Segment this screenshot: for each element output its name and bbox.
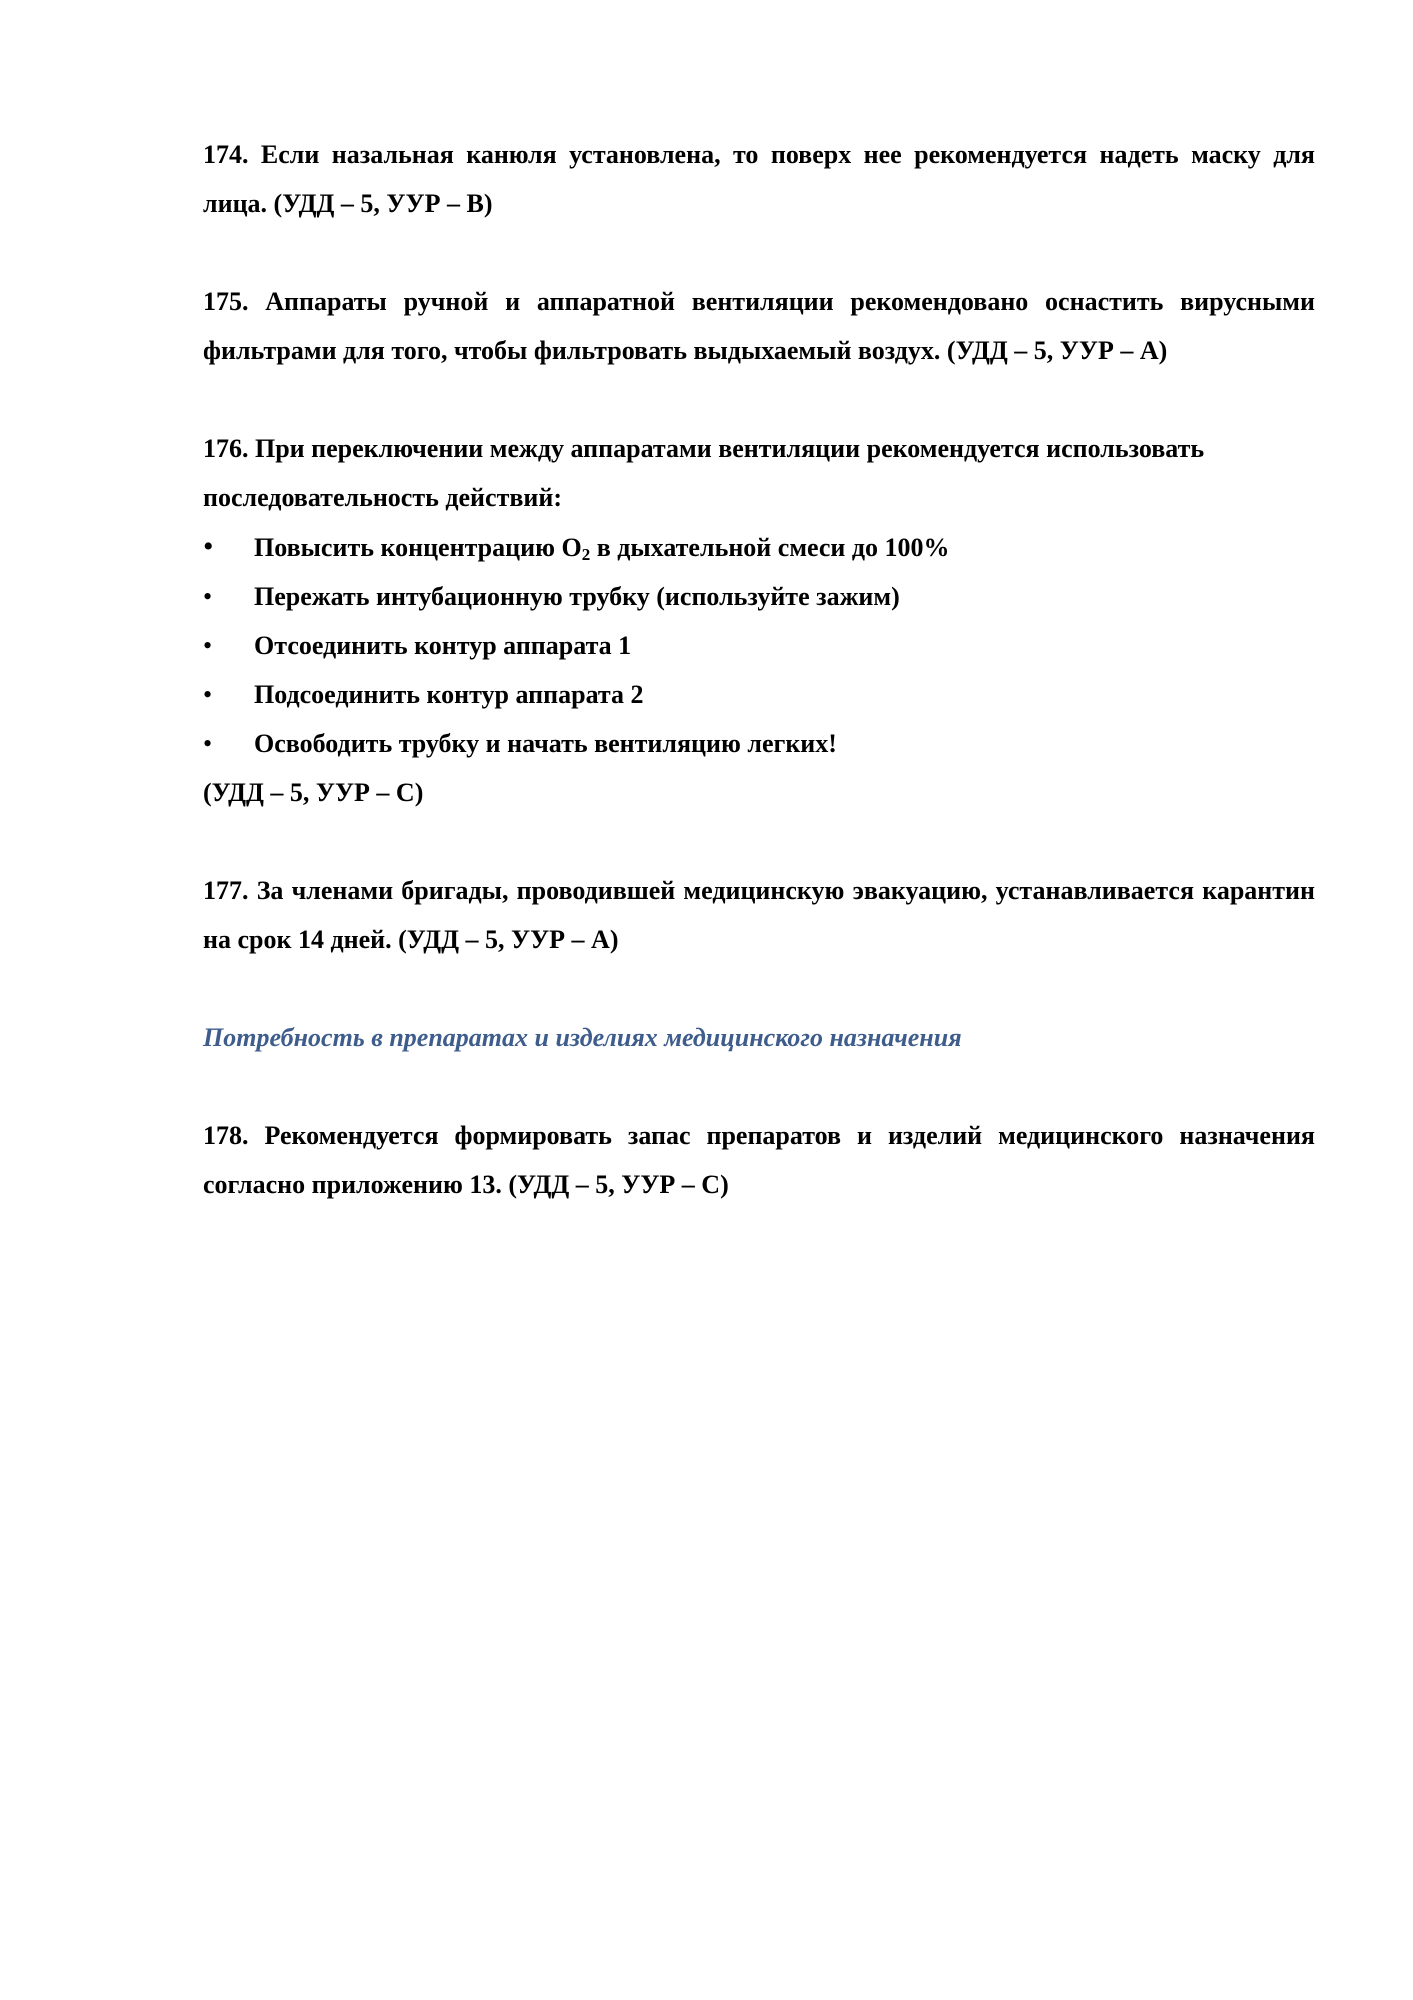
section-heading: Потребность в препаратах и изделиях медицинского назначения — [203, 1023, 962, 1052]
list-item-text — [254, 523, 950, 572]
bullet-icon: • — [203, 631, 213, 660]
paragraph-176-intro: 176. При переключении между аппаратами вентиляции рекомендуется использовать последовательность действий: — [203, 434, 1205, 512]
list-item-text: Освободить трубку и начать вентиляцию легких! — [254, 729, 837, 758]
list-item-text-part: Повысить концентрацию O — [254, 533, 582, 562]
switching-steps-list — [203, 522, 1315, 768]
list-item — [203, 719, 1315, 768]
list-item — [203, 621, 1315, 670]
bullet-icon: • — [203, 530, 214, 563]
bullet-icon: • — [203, 582, 213, 611]
list-item — [203, 522, 1315, 572]
list-item-text: Отсоединить контур аппарата 1 — [254, 631, 632, 660]
list-item-text: Пережать интубационную трубку (используйте зажим) — [254, 582, 900, 611]
paragraph-174: 174. Если назальная канюля установлена, то поверх нее рекомендуется надеть маску для лица. (УДД – 5, УУР – В) — [203, 140, 1315, 218]
paragraph-177: 177. За членами бригады, проводившей медицинскую эвакуацию, устанавливается карантин на срок 14 дней. (УДД – 5, УУР – А) — [203, 876, 1315, 954]
list-item — [203, 572, 1315, 621]
bullet-icon: • — [203, 729, 213, 758]
paragraph-176-grade: (УДД – 5, УУР – С) — [203, 778, 424, 807]
document-body — [203, 130, 1315, 1209]
list-item-text: Подсоединить контур аппарата 2 — [254, 680, 644, 709]
list-item-text-part: в дыхательной смеси до 100% — [590, 533, 950, 562]
paragraph-178: 178. Рекомендуется формировать запас препаратов и изделий медицинского назначения согласно приложению 13. (УДД – 5, УУР – С) — [203, 1121, 1315, 1199]
paragraph-175: 175. Аппараты ручной и аппаратной вентиляции рекомендовано оснастить вирусными фильтрами для того, чтобы фильтровать выдыхаемый воздух. (УДД – 5, УУР – А) — [203, 287, 1315, 365]
bullet-icon: • — [203, 680, 213, 709]
subscript-text: 2 — [581, 545, 591, 564]
list-item — [203, 670, 1315, 719]
